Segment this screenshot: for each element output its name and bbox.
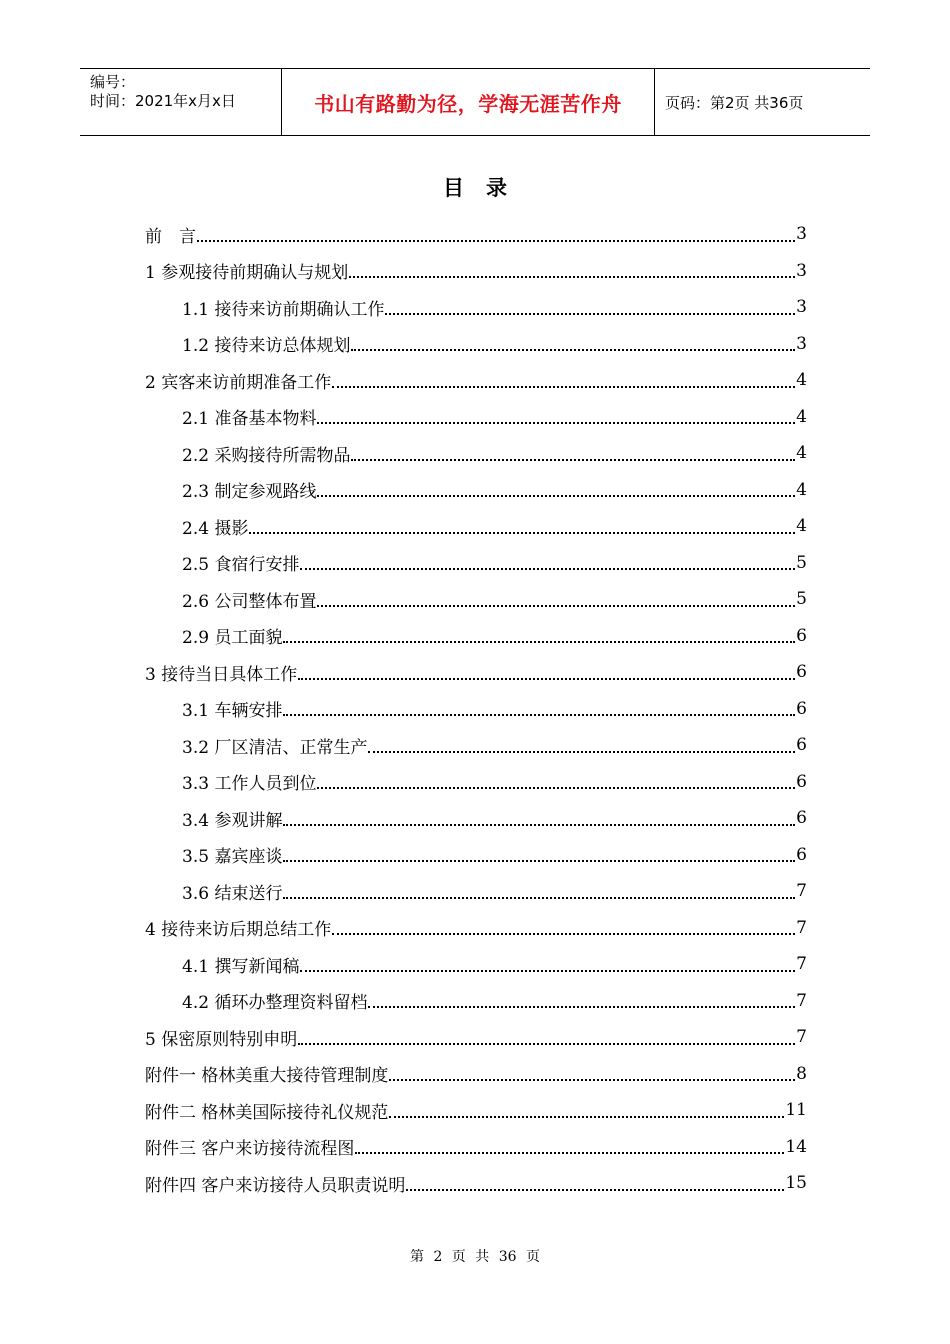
toc-entry[interactable] <box>145 800 807 837</box>
toc-entry-label: 2.2 采购接待所需物品 <box>182 445 351 466</box>
toc-entry-page: 4 <box>796 443 807 464</box>
toc-leader-dots <box>300 567 795 570</box>
toc-leader-dots <box>351 348 795 351</box>
toc-entry-page: 7 <box>796 954 807 975</box>
toc-entry-page: 3 <box>796 260 807 281</box>
toc-entry-label: 1.2 接待来访总体规划 <box>182 336 351 357</box>
toc-leader-dots <box>317 604 795 607</box>
table-of-contents <box>145 216 807 1202</box>
toc-entry[interactable] <box>145 1019 807 1056</box>
toc-entry-label: 1.1 接待来访前期确认工作 <box>182 299 385 320</box>
toc-entry[interactable] <box>145 508 807 545</box>
toc-entry-label: 2.4 摄影 <box>182 518 249 539</box>
toc-entry-label: 2.1 准备基本物料 <box>182 409 317 430</box>
toc-title: 目录 <box>443 176 529 200</box>
toc-entry[interactable] <box>145 1056 807 1093</box>
toc-entry-page: 4 <box>796 370 807 391</box>
toc-leader-dots <box>317 494 795 497</box>
toc-entry[interactable] <box>145 1165 807 1202</box>
toc-leader-dots <box>249 531 795 534</box>
toc-entry-page: 7 <box>796 917 807 938</box>
toc-entry-label: 附件二 格林美国际接待礼仪规范 <box>145 1102 389 1123</box>
toc-entry[interactable] <box>145 764 807 801</box>
toc-entry[interactable] <box>145 253 807 290</box>
toc-entry-page: 4 <box>796 516 807 537</box>
toc-entry-page: 7 <box>796 1027 807 1048</box>
toc-entry-page: 11 <box>785 1100 807 1121</box>
toc-entry-page: 6 <box>796 844 807 865</box>
header-motto: 书山有路勤为径，学海无涯苦作舟 <box>282 69 655 135</box>
toc-entry-label: 1 参观接待前期确认与规划 <box>145 263 349 284</box>
toc-leader-dots <box>349 275 795 278</box>
toc-entry-page: 3 <box>796 333 807 354</box>
toc-entry-label: 3.4 参观讲解 <box>182 810 283 831</box>
toc-entry[interactable] <box>145 618 807 655</box>
toc-leader-dots <box>298 677 795 680</box>
toc-entry-page: 6 <box>796 625 807 646</box>
toc-entry-label: 2.6 公司整体布置 <box>182 591 317 612</box>
toc-entry-label: 2 宾客来访前期准备工作 <box>145 372 332 393</box>
toc-entry[interactable] <box>145 581 807 618</box>
toc-entry-label: 2.5 食宿行安排 <box>182 555 300 576</box>
toc-entry-page: 3 <box>796 224 807 245</box>
toc-entry-label: 2.3 制定参观路线 <box>182 482 317 503</box>
toc-entry-label: 2.9 员工面貌 <box>182 628 283 649</box>
toc-leader-dots <box>355 1151 784 1154</box>
toc-entry-page: 14 <box>785 1136 807 1157</box>
page-header <box>80 68 870 136</box>
toc-entry-page: 6 <box>796 771 807 792</box>
toc-entry-page: 6 <box>796 698 807 719</box>
toc-entry-label: 4.1 撰写新闻稿 <box>182 956 300 977</box>
toc-leader-dots <box>406 1188 784 1191</box>
toc-entry[interactable] <box>145 654 807 691</box>
toc-entry-label: 3.3 工作人员到位 <box>182 774 317 795</box>
toc-entry-label: 3.2 厂区清洁、正常生产 <box>182 737 368 758</box>
toc-leader-dots <box>389 1115 784 1118</box>
toc-leader-dots <box>283 859 795 862</box>
toc-leader-dots <box>368 750 795 753</box>
toc-entry-label: 3.1 车辆安排 <box>182 701 283 722</box>
toc-entry-page: 8 <box>796 1063 807 1084</box>
toc-entry-page: 6 <box>796 735 807 756</box>
toc-entry-label: 3.5 嘉宾座谈 <box>182 847 283 868</box>
toc-entry-label: 3.6 结束送行 <box>182 883 283 904</box>
toc-entry-page: 6 <box>796 662 807 683</box>
toc-entry-page: 7 <box>796 881 807 902</box>
toc-leader-dots <box>283 713 795 716</box>
header-meta <box>80 69 282 135</box>
toc-entry-label: 附件四 客户来访接待人员职责说明 <box>145 1175 406 1196</box>
toc-entry[interactable] <box>145 946 807 983</box>
page-footer: 第 2 页 共 36 页 <box>410 1249 540 1265</box>
toc-entry-page: 7 <box>796 990 807 1011</box>
toc-entry[interactable] <box>145 545 807 582</box>
toc-leader-dots <box>283 823 795 826</box>
toc-entry-page: 15 <box>785 1173 807 1194</box>
toc-entry[interactable] <box>145 910 807 947</box>
toc-entry-label: 前 言 <box>145 226 196 247</box>
toc-entry-page: 3 <box>796 297 807 318</box>
toc-entry[interactable] <box>145 727 807 764</box>
toc-leader-dots <box>385 312 795 315</box>
toc-leader-dots <box>332 932 795 935</box>
toc-entry[interactable] <box>145 837 807 874</box>
toc-leader-dots <box>283 640 795 643</box>
toc-leader-dots <box>389 1078 795 1081</box>
toc-entry-page: 4 <box>796 406 807 427</box>
toc-entry[interactable] <box>145 983 807 1020</box>
header-time-label: 时间：2021年x月x日 <box>90 92 236 110</box>
toc-entry[interactable] <box>145 216 807 253</box>
toc-leader-dots <box>332 385 795 388</box>
header-number-label: 编号： <box>90 73 136 91</box>
toc-leader-dots <box>300 969 795 972</box>
toc-leader-dots <box>283 896 795 899</box>
toc-leader-dots <box>298 1042 795 1045</box>
toc-entry[interactable] <box>145 1092 807 1129</box>
toc-entry-label: 附件三 客户来访接待流程图 <box>145 1139 355 1160</box>
toc-entry-page: 5 <box>796 589 807 610</box>
toc-entry[interactable] <box>145 472 807 509</box>
toc-entry[interactable] <box>145 362 807 399</box>
toc-leader-dots <box>368 1005 795 1008</box>
toc-entry-label: 附件一 格林美重大接待管理制度 <box>145 1066 389 1087</box>
toc-entry-label: 4.2 循环办整理资料留档 <box>182 993 368 1014</box>
toc-entry-page: 5 <box>796 552 807 573</box>
toc-leader-dots <box>197 239 795 242</box>
header-page-info: 页码：第2页 共36页 <box>665 93 804 112</box>
toc-entry-label: 4 接待来访后期总结工作 <box>145 920 332 941</box>
toc-entry[interactable] <box>145 289 807 326</box>
toc-entry[interactable] <box>145 1129 807 1166</box>
toc-entry[interactable] <box>145 435 807 472</box>
toc-entry-label: 3 接待当日具体工作 <box>145 664 298 685</box>
toc-entry[interactable] <box>145 399 807 436</box>
toc-leader-dots <box>317 786 795 789</box>
toc-entry[interactable] <box>145 691 807 728</box>
toc-leader-dots <box>317 421 795 424</box>
toc-entry-page: 6 <box>796 808 807 829</box>
toc-entry[interactable] <box>145 326 807 363</box>
toc-entry[interactable] <box>145 873 807 910</box>
toc-entry-page: 4 <box>796 479 807 500</box>
toc-entry-label: 5 保密原则特别申明 <box>145 1029 298 1050</box>
toc-leader-dots <box>351 458 795 461</box>
